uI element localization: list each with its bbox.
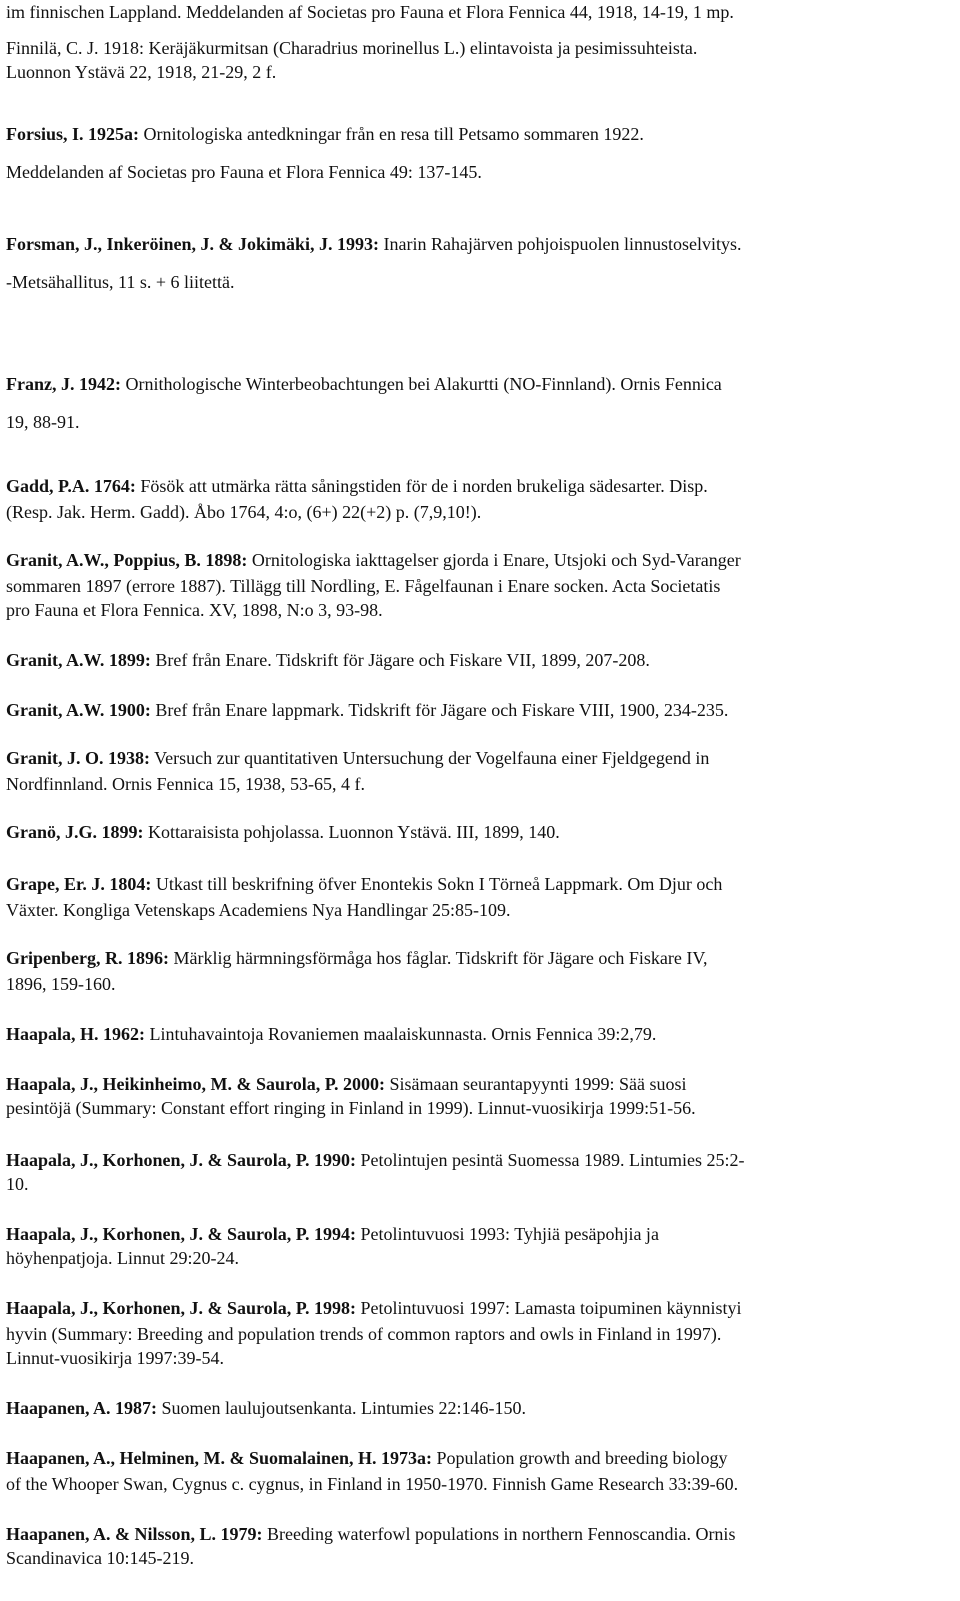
text-line: im finnischen Lappland. Meddelanden af Societas pro Fauna et Flora Fennica 44, 1918, 14-19, 1 mp. [6, 2, 734, 22]
reference-entry: Haapala, H. 1962: Lintuhavaintoja Rovaniemen maalaiskunnasta. Ornis Fennica 39:2,79. [6, 1024, 657, 1044]
text-line: 10. [6, 1174, 29, 1194]
reference-entry: Gadd, P.A. 1764: Fösök att utmärka rätta såningstiden för de i norden brukeliga sädesarter. Disp. [6, 476, 708, 496]
reference-entry: Haapala, J., Heikinheimo, M. & Saurola, P. 2000: Sisämaan seurantapyynti 1999: Sää suosi [6, 1074, 687, 1094]
text-line: pesintöjä (Summary: Constant effort ringing in Finland in 1999). Linnut-vuosikirja 1999:51-56. [6, 1098, 696, 1118]
reference-entry: Granö, J.G. 1899: Kottaraisista pohjolassa. Luonnon Ystävä. III, 1899, 140. [6, 822, 560, 842]
reference-entry: Grape, Er. J. 1804: Utkast till beskrifning öfver Enontekis Sokn I Törneå Lappmark. Om Djur och [6, 874, 723, 894]
reference-entry: Franz, J. 1942: Ornithologische Winterbeobachtungen bei Alakurtti (NO-Finnland). Ornis Fennica [6, 374, 722, 394]
reference-entry: Gripenberg, R. 1896: Märklig härmningsförmåga hos fåglar. Tidskrift för Jägare och Fiskare IV, [6, 948, 708, 968]
text-line: of the Whooper Swan, Cygnus c. cygnus, in Finland in 1950-1970. Finnish Game Research 33:39-60. [6, 1474, 739, 1494]
reference-entry: Granit, J. O. 1938: Versuch zur quantitativen Untersuchung der Vogelfauna einer Fjeldgegend in [6, 748, 710, 768]
reference-entry: Haapanen, A. 1987: Suomen laulujoutsenkanta. Lintumies 22:146-150. [6, 1398, 526, 1418]
text-line: Finnilä, C. J. 1918: Keräjäkurmitsan (Charadrius morinellus L.) elintavoista ja pesimissuhteista. [6, 38, 698, 58]
text-line: Växter. Kongliga Vetenskaps Academiens Nya Handlingar 25:85-109. [6, 900, 511, 920]
text-line: Nordfinnland. Ornis Fennica 15, 1938, 53-65, 4 f. [6, 774, 365, 794]
reference-entry: Forsman, J., Inkeröinen, J. & Jokimäki, J. 1993: Inarin Rahajärven pohjoispuolen linnustoselvitys. [6, 234, 742, 254]
text-line: Linnut-vuosikirja 1997:39-54. [6, 1348, 224, 1368]
reference-entry: Forsius, I. 1925a: Ornitologiska antedkningar från en resa till Petsamo sommaren 1922. [6, 124, 644, 144]
text-line: 19, 88-91. [6, 412, 80, 432]
text-line: -Metsähallitus, 11 s. + 6 liitettä. [6, 272, 235, 292]
reference-entry: Haapala, J., Korhonen, J. & Saurola, P. 1990: Petolintujen pesintä Suomessa 1989. Lintumies 25:2- [6, 1150, 745, 1170]
text-line: Luonnon Ystävä 22, 1918, 21-29, 2 f. [6, 62, 277, 82]
reference-entry: Granit, A.W., Poppius, B. 1898: Ornitologiska iakttagelser gjorda i Enare, Utsjoki och Syd-Varanger [6, 550, 741, 570]
text-line: Scandinavica 10:145-219. [6, 1548, 194, 1568]
reference-entry: Haapala, J., Korhonen, J. & Saurola, P. 1998: Petolintuvuosi 1997: Lamasta toipuminen käynnistyi [6, 1298, 742, 1318]
reference-entry: Haapanen, A., Helminen, M. & Suomalainen, H. 1973a: Population growth and breeding biology [6, 1448, 728, 1468]
text-line: sommaren 1897 (errore 1887). Tillägg till Nordling, E. Fågelfaunan i Enare socken. Acta Societatis [6, 576, 721, 596]
text-line: pro Fauna et Flora Fennica. XV, 1898, N:o 3, 93-98. [6, 600, 383, 620]
reference-entry: Haapanen, A. & Nilsson, L. 1979: Breeding waterfowl populations in northern Fennoscandia. Ornis [6, 1524, 736, 1544]
text-line: hyvin (Summary: Breeding and population trends of common raptors and owls in Finland in 1997). [6, 1324, 722, 1344]
reference-entry: Granit, A.W. 1899: Bref från Enare. Tidskrift för Jägare och Fiskare VII, 1899, 207-208. [6, 650, 650, 670]
text-line: höyhenpatjoja. Linnut 29:20-24. [6, 1248, 239, 1268]
reference-entry: Granit, A.W. 1900: Bref från Enare lappmark. Tidskrift för Jägare och Fiskare VIII, 1900, 234-235. [6, 700, 729, 720]
text-line: 1896, 159-160. [6, 974, 116, 994]
text-line: Meddelanden af Societas pro Fauna et Flora Fennica 49: 137-145. [6, 162, 482, 182]
reference-entry: Haapala, J., Korhonen, J. & Saurola, P. 1994: Petolintuvuosi 1993: Tyhjiä pesäpohjia ja [6, 1224, 659, 1244]
text-line: (Resp. Jak. Herm. Gadd). Åbo 1764, 4:o, (6+) 22(+2) p. (7,9,10!). [6, 502, 482, 522]
